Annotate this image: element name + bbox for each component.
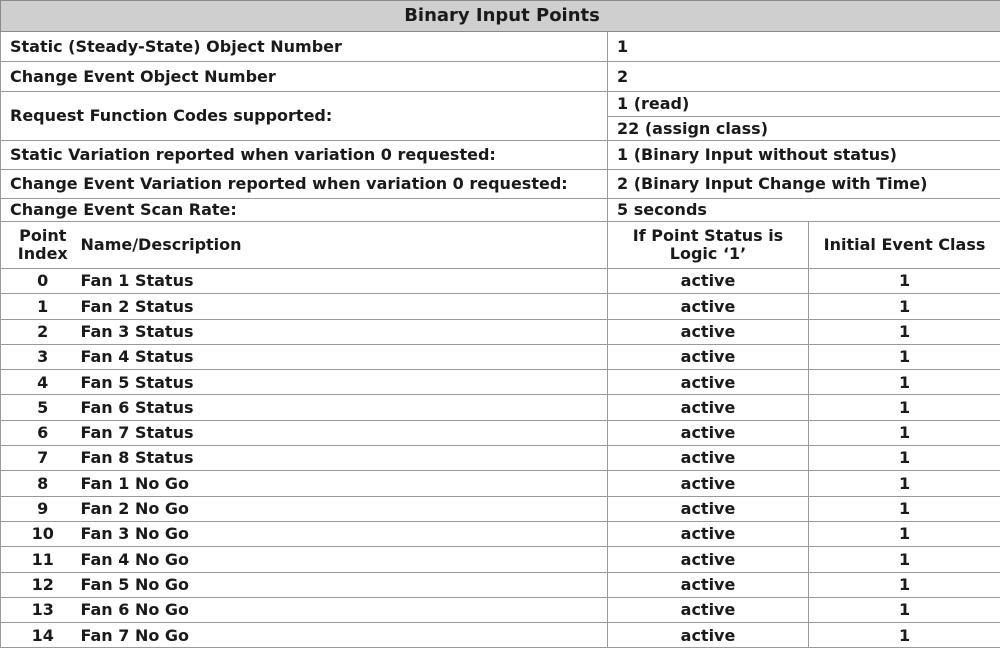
- event-class-cell: 1: [809, 547, 1000, 572]
- column-header-event-class: Initial Event Class: [809, 222, 1000, 269]
- function-code-assign-class: 22 (assign class): [608, 117, 1000, 141]
- static-variation-label: Static Variation reported when variation 0 requested:: [1, 141, 608, 170]
- point-name-cell: Fan 1 No Go: [81, 471, 608, 496]
- point-name-cell: Fan 5 Status: [81, 370, 608, 395]
- point-index-cell: 3: [1, 344, 81, 369]
- point-status-cell: active: [608, 496, 809, 521]
- point-index-cell: 10: [1, 521, 81, 546]
- point-status-cell: active: [608, 471, 809, 496]
- table-row: [1, 547, 1000, 572]
- change-event-object-number-value: 2: [608, 62, 1000, 92]
- table-row: [1, 370, 1000, 395]
- table-row: [1, 395, 1000, 420]
- point-name-cell: Fan 4 Status: [81, 344, 608, 369]
- point-index-cell: 5: [1, 395, 81, 420]
- point-index-cell: 13: [1, 597, 81, 622]
- scan-rate-label: Change Event Scan Rate:: [1, 199, 608, 222]
- column-header-name: Name/Description: [81, 222, 608, 269]
- table-row: [1, 344, 1000, 369]
- point-status-cell: active: [608, 319, 809, 344]
- table-row: [1, 623, 1000, 648]
- table-row: [1, 446, 1000, 471]
- function-codes-label: Request Function Codes supported:: [1, 92, 608, 141]
- table-row: [1, 572, 1000, 597]
- point-index-cell: 9: [1, 496, 81, 521]
- point-index-cell: 14: [1, 623, 81, 648]
- column-header-point-index: Point Index: [1, 222, 81, 269]
- point-index-cell: 11: [1, 547, 81, 572]
- point-name-cell: Fan 2 No Go: [81, 496, 608, 521]
- point-index-cell: 12: [1, 572, 81, 597]
- point-name-cell: Fan 3 Status: [81, 319, 608, 344]
- event-class-cell: 1: [809, 344, 1000, 369]
- static-variation-value: 1 (Binary Input without status): [608, 141, 1000, 170]
- point-index-cell: 6: [1, 420, 81, 445]
- change-event-variation-value: 2 (Binary Input Change with Time): [608, 170, 1000, 199]
- point-name-cell: Fan 4 No Go: [81, 547, 608, 572]
- event-class-cell: 1: [809, 370, 1000, 395]
- event-class-cell: 1: [809, 471, 1000, 496]
- event-class-cell: 1: [809, 623, 1000, 648]
- event-class-cell: 1: [809, 521, 1000, 546]
- point-status-cell: active: [608, 572, 809, 597]
- table-row: [1, 269, 1000, 294]
- scan-rate-value: 5 seconds: [608, 199, 1000, 222]
- change-event-object-number-label: Change Event Object Number: [1, 62, 608, 92]
- point-name-cell: Fan 8 Status: [81, 446, 608, 471]
- event-class-cell: 1: [809, 572, 1000, 597]
- table-row: [1, 420, 1000, 445]
- point-status-cell: active: [608, 547, 809, 572]
- point-status-cell: active: [608, 294, 809, 319]
- point-status-cell: active: [608, 269, 809, 294]
- event-class-cell: 1: [809, 446, 1000, 471]
- column-header-status: If Point Status is Logic ‘1’: [608, 222, 809, 269]
- point-name-cell: Fan 7 Status: [81, 420, 608, 445]
- static-object-number-value: 1: [608, 32, 1000, 62]
- event-class-cell: 1: [809, 319, 1000, 344]
- point-status-cell: active: [608, 597, 809, 622]
- point-status-cell: active: [608, 521, 809, 546]
- point-index-cell: 1: [1, 294, 81, 319]
- table-row: [1, 597, 1000, 622]
- event-class-cell: 1: [809, 269, 1000, 294]
- event-class-cell: 1: [809, 496, 1000, 521]
- point-status-cell: active: [608, 395, 809, 420]
- table-title: Binary Input Points: [1, 1, 1000, 32]
- point-name-cell: Fan 3 No Go: [81, 521, 608, 546]
- point-status-cell: active: [608, 370, 809, 395]
- point-index-cell: 7: [1, 446, 81, 471]
- event-class-cell: 1: [809, 420, 1000, 445]
- point-name-cell: Fan 1 Status: [81, 269, 608, 294]
- point-index-cell: 2: [1, 319, 81, 344]
- table-row: [1, 521, 1000, 546]
- point-status-cell: active: [608, 420, 809, 445]
- point-index-cell: 8: [1, 471, 81, 496]
- point-name-cell: Fan 6 Status: [81, 395, 608, 420]
- point-index-cell: 0: [1, 269, 81, 294]
- point-status-cell: active: [608, 446, 809, 471]
- table-row: [1, 319, 1000, 344]
- point-name-cell: Fan 7 No Go: [81, 623, 608, 648]
- table-row: [1, 294, 1000, 319]
- function-code-read: 1 (read): [608, 92, 1000, 117]
- table-row: [1, 496, 1000, 521]
- change-event-variation-label: Change Event Variation reported when variation 0 requested:: [1, 170, 608, 199]
- point-name-cell: Fan 5 No Go: [81, 572, 608, 597]
- table-row: [1, 471, 1000, 496]
- point-index-cell: 4: [1, 370, 81, 395]
- point-name-cell: Fan 6 No Go: [81, 597, 608, 622]
- point-status-cell: active: [608, 623, 809, 648]
- event-class-cell: 1: [809, 597, 1000, 622]
- event-class-cell: 1: [809, 294, 1000, 319]
- point-name-cell: Fan 2 Status: [81, 294, 608, 319]
- event-class-cell: 1: [809, 395, 1000, 420]
- point-status-cell: active: [608, 344, 809, 369]
- static-object-number-label: Static (Steady-State) Object Number: [1, 32, 608, 62]
